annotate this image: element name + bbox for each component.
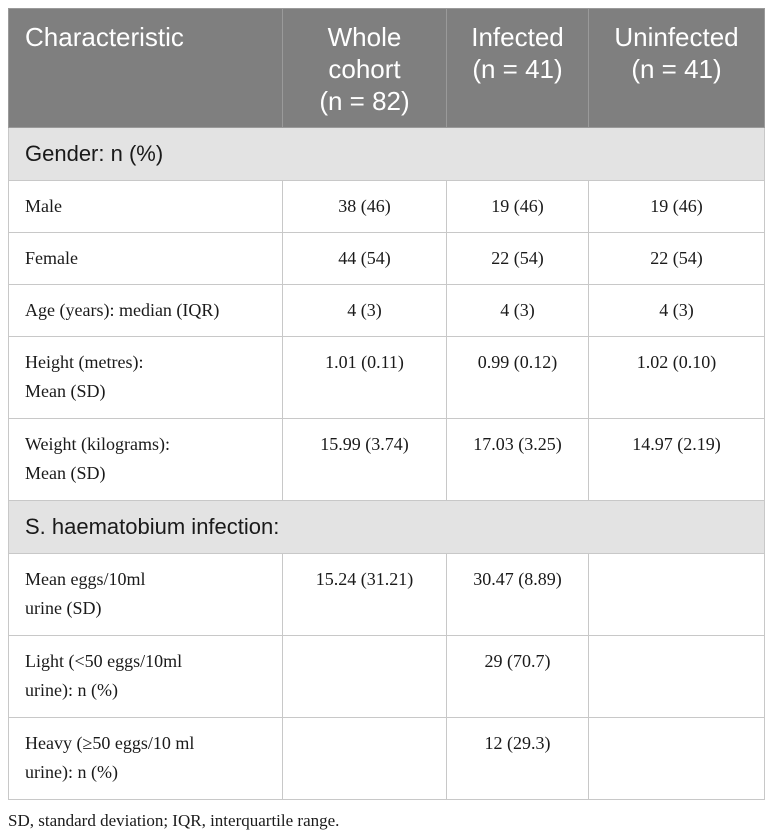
section-title: Gender: n (%) [9, 128, 765, 181]
cell-infected: 29 (70.7) [447, 636, 589, 718]
cell-infected: 17.03 (3.25) [447, 419, 589, 501]
cell-infected: 30.47 (8.89) [447, 554, 589, 636]
section-row-gender [9, 128, 765, 181]
row-label: Female [9, 233, 283, 285]
header-whole-cohort: Whole cohort (n = 82) [283, 9, 447, 128]
cell-uninfected: 19 (46) [589, 181, 765, 233]
row-label: Weight (kilograms): Mean (SD) [9, 419, 283, 501]
cell-whole-cohort: 15.99 (3.74) [283, 419, 447, 501]
table-footnote: SD, standard deviation; IQR, interquartile range. [8, 811, 340, 830]
characteristics-table [8, 8, 765, 800]
row-label: Age (years): median (IQR) [9, 285, 283, 337]
cell-uninfected: 1.02 (0.10) [589, 337, 765, 419]
cell-uninfected: 22 (54) [589, 233, 765, 285]
cell-whole-cohort: 38 (46) [283, 181, 447, 233]
table-row [9, 636, 765, 718]
table-row [9, 181, 765, 233]
cell-whole-cohort: 44 (54) [283, 233, 447, 285]
section-row-infection [9, 501, 765, 554]
cell-whole-cohort [283, 636, 447, 718]
cell-uninfected [589, 718, 765, 800]
cell-infected: 12 (29.3) [447, 718, 589, 800]
header-infected: Infected (n = 41) [447, 9, 589, 128]
row-label: Heavy (≥50 eggs/10 ml urine): n (%) [9, 718, 283, 800]
cell-whole-cohort: 1.01 (0.11) [283, 337, 447, 419]
cell-uninfected: 14.97 (2.19) [589, 419, 765, 501]
cell-whole-cohort: 4 (3) [283, 285, 447, 337]
section-title: S. haematobium infection: [9, 501, 765, 554]
cell-whole-cohort [283, 718, 447, 800]
row-label: Height (metres): Mean (SD) [9, 337, 283, 419]
cell-uninfected [589, 636, 765, 718]
cell-infected: 22 (54) [447, 233, 589, 285]
row-label: Mean eggs/10ml urine (SD) [9, 554, 283, 636]
header-uninfected: Uninfected (n = 41) [589, 9, 765, 128]
cell-infected: 19 (46) [447, 181, 589, 233]
table-row [9, 285, 765, 337]
row-label: Male [9, 181, 283, 233]
cell-whole-cohort: 15.24 (31.21) [283, 554, 447, 636]
table-row [9, 718, 765, 800]
row-label: Light (<50 eggs/10ml urine): n (%) [9, 636, 283, 718]
table-header-row [9, 9, 765, 128]
table-row [9, 554, 765, 636]
cell-infected: 0.99 (0.12) [447, 337, 589, 419]
table-row [9, 337, 765, 419]
cell-uninfected [589, 554, 765, 636]
cell-infected: 4 (3) [447, 285, 589, 337]
table-row [9, 233, 765, 285]
table-row [9, 419, 765, 501]
cell-uninfected: 4 (3) [589, 285, 765, 337]
header-characteristic: Characteristic [9, 9, 283, 128]
characteristics-table-container [8, 8, 764, 800]
